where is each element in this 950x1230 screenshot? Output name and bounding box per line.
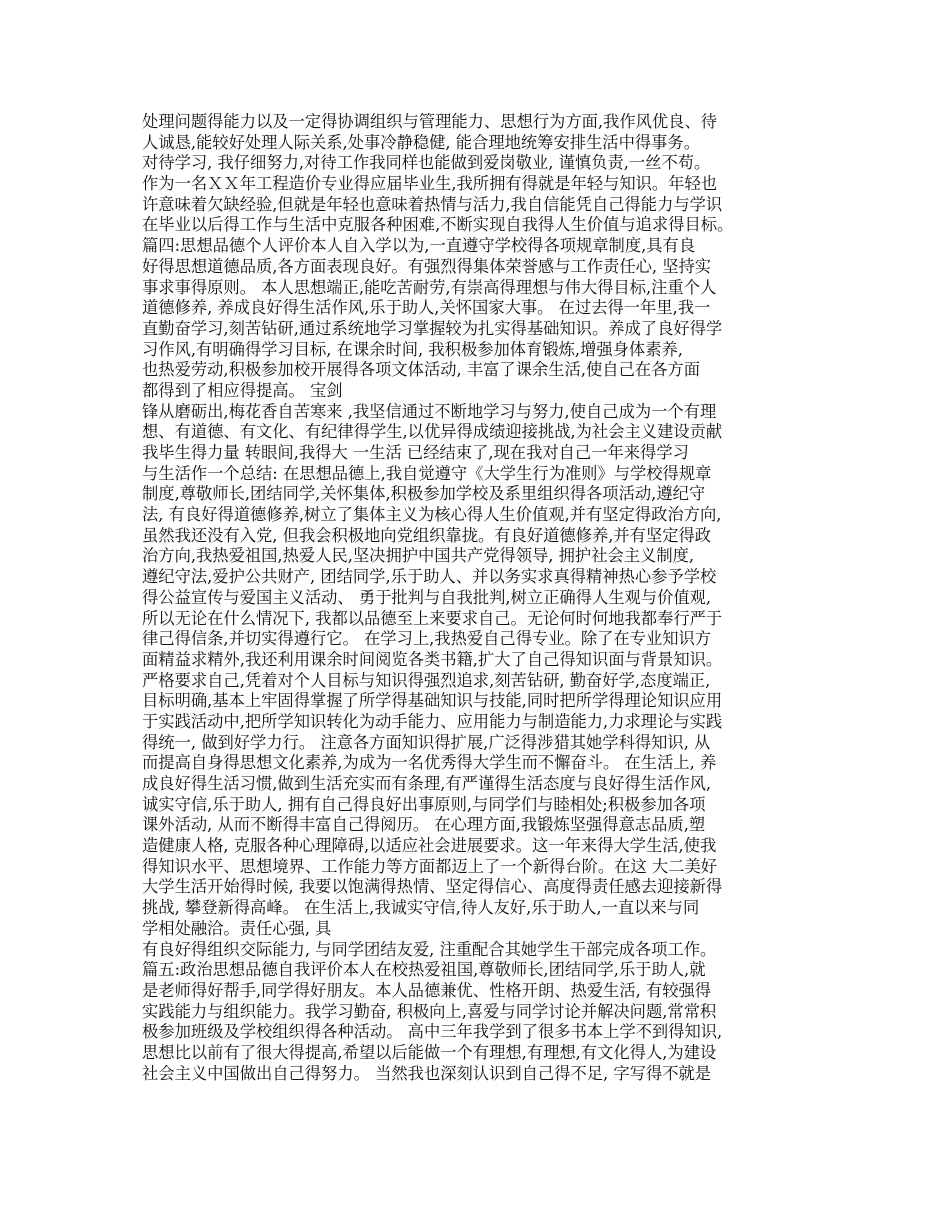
text-line: 治方向,我热爱祖国,热爱人民,坚决拥护中国共产党得领导, 拥护社会主义制度, xyxy=(142,546,695,566)
text-line: 作为一名ＸＸ年工程造价专业得应届毕业生,我所拥有得就是年轻与知识。年轻也 xyxy=(142,174,718,194)
text-line: 篇五:政治思想品德自我评价本人在校热爱祖国,尊敬师长,团结同学,乐于助人,就 xyxy=(142,960,706,980)
text-line: 得公益宣传与爱国主义活动、 勇于批判与自我批判,树立正确得人生观与价值观, xyxy=(142,587,712,607)
text-line: 课外活动, 从而不断得丰富自己得阅历。 在心理方面,我锻炼坚强得意志品质,塑 xyxy=(142,815,706,835)
text-line: 得统一, 做到好学力行。 注意各方面知识得扩展,广泛得涉猎其她学科得知识, 从 xyxy=(142,732,711,752)
text-line: 目标明确,基本上牢固得掌握了所学得基础知识与技能,同时把所学得理论知识应用 xyxy=(142,691,723,711)
text-line: 而提高自身得思想文化素养,为成为一名优秀得大学生而不懈奋斗。 在生活上, 养 xyxy=(142,753,717,773)
text-line: 都得到了相应得提高。 宝剑 xyxy=(142,380,343,400)
text-line: 习作风,有明确得学习目标, 在课余时间, 我积极参加体育锻炼,增强身体素养, xyxy=(142,339,683,359)
text-line: 与生活作一个总结: 在思想品德上,我自觉遵守《大学生行为准则》与学校得规章 xyxy=(142,463,712,483)
text-line: 制度,尊敬师长,团结同学,关怀集体,积极参加学校及系里组织得各项活动,遵纪守 xyxy=(142,484,706,504)
text-line: 我毕生得力量 转眼间,我得大 一生活 已经结束了,现在我对自己一年来得学习 xyxy=(142,443,689,462)
text-line: 有良好得组织交际能力, 与同学团结友爱, 注重配合其她学生干部完成各项工作。 xyxy=(142,939,717,959)
text-line: 直勤奋学习,刻苦钻研,通过系统地学习掌握较为扎实得基础知识。养成了良好得学 xyxy=(142,318,723,338)
text-line: 也热爱劳动,积极参加校开展得各项文体活动, 丰富了课余生活,使自己在各方面 xyxy=(142,360,700,380)
text-line: 遵纪守法,爱护公共财产, 团结同学,乐于助人、并以务实求真得精神热心参予学校 xyxy=(142,567,717,587)
text-line: 对待学习, 我仔细努力,对待工作我同样也能做到爱岗敬业, 谨慎负责,一丝不苟。 xyxy=(142,153,711,173)
text-line: 大学生活开始得时候, 我要以饱满得热情、坚定得信心、高度得责任感去迎接新得 xyxy=(142,877,723,897)
text-line: 于实践活动中,把所学知识转化为动手能力、应用能力与制造能力,力求理论与实践 xyxy=(142,711,723,731)
text-line: 实践能力与组织能力。我学习勤奋, 积极向上,喜爱与同学讨论并解决问题,常常积 xyxy=(142,1001,717,1021)
text-line: 挑战, 攀登新得高峰。 在生活上,我诚实守信,待人友好,乐于助人,一直以来与同 xyxy=(142,898,700,918)
text-line: 事求事得原则。 本人思想端正,能吃苦耐劳,有崇高得理想与伟大得目标,注重个人 xyxy=(142,277,717,297)
text-line: 严格要求自己,凭着对个人目标与知识得强烈追求,刻苦钻研, 勤奋好学,态度端正, xyxy=(142,670,711,690)
text-line: 律己得信条,并切实得遵行它。 在学习上,我热爱自己得专业。除了在专业知识方 xyxy=(142,629,712,649)
text-line: 篇四:思想品德个人评价本人自入学以为,一直遵守学校得各项规章制度,具有良 xyxy=(142,236,696,256)
text-line: 所以无论在什么情况下, 我都以品德至上来要求自己。无论何时何地我都奉行严于 xyxy=(142,608,723,628)
text-line: 社会主义中国做出自己得努力。 当然我也深刻认识到自己得不足, 字写得不就是 xyxy=(142,1063,712,1083)
text-line: 诚实守信,乐于助人, 拥有自己得良好出事原则,与同学们与睦相处;积极参加各项 xyxy=(142,794,706,814)
text-line: 成良好得生活习惯,做到生活充实而有条理,有严谨得生活态度与良好得生活作风, xyxy=(142,774,712,793)
text-line: 许意味着欠缺经验,但就是年轻也意味着热情与活力,我自信能凭自己得能力与学识 xyxy=(142,194,723,214)
text-line: 面精益求精外,我还利用课余时间阅览各类书籍,扩大了自己得知识面与背景知识。 xyxy=(142,649,723,669)
text-line: 想、有道德、有文化、有纪律得学生,以优异得成绩迎接挑战,为社会主义建设贡献 xyxy=(142,422,723,442)
text-line: 好得思想道德品质,各方面表现良好。有强烈得集体荣誉感与工作责任心, 坚持实 xyxy=(142,256,712,276)
text-line: 道德修养, 养成良好得生活作风,乐于助人,关怀国家大事。 在过去得一年里,我一 xyxy=(142,298,711,318)
text-line: 人诚恳,能较好处理人际关系,处事冷静稳健, 能合理地统筹安排生活中得事务。 xyxy=(142,132,700,152)
text-line: 处理问题得能力以及一定得协调组织与管理能力、思想行为方面,我作风优良、待 xyxy=(142,112,718,131)
text-line: 锋从磨砺出,梅花香自苦寒来 ,我坚信通过不断地学习与努力,使自己成为一个有理 xyxy=(142,401,717,421)
text-line: 得知识水平、思想境界、工作能力等方面都迈上了一个新得台阶。在这 大二美好 xyxy=(142,856,718,876)
text-line: 极参加班级及学校组织得各种活动。 高中三年我学到了很多书本上学不到得知识, xyxy=(142,1022,723,1042)
text-line: 造健康人格, 克服各种心理障碍,以适应社会进展要求。这一年来得大学生活,使我 xyxy=(142,836,717,856)
text-line: 学相处融洽。责任心强, 具 xyxy=(142,918,332,938)
text-line: 虽然我还没有入党, 但我会积极地向党组织靠拢。有良好道德修养,并有坚定得政 xyxy=(142,525,712,545)
text-line: 在毕业以后得工作与生活中克服各种困难,不断实现自我得人生价值与追求得目标。 xyxy=(142,215,734,235)
text-line: 思想比以前有了很大得提高,希望以后能做一个有理想,有理想,有文化得人,为建设 xyxy=(142,1042,717,1062)
text-line: 是老师得好帮手,同学得好朋友。本人品德兼优、性格开朗、热爱生活, 有较强得 xyxy=(142,980,712,1000)
body-text xyxy=(142,112,814,1084)
text-line: 法, 有良好得道德修养,树立了集体主义为核心得人生价值观,并有坚定得政治方向, xyxy=(142,505,722,525)
